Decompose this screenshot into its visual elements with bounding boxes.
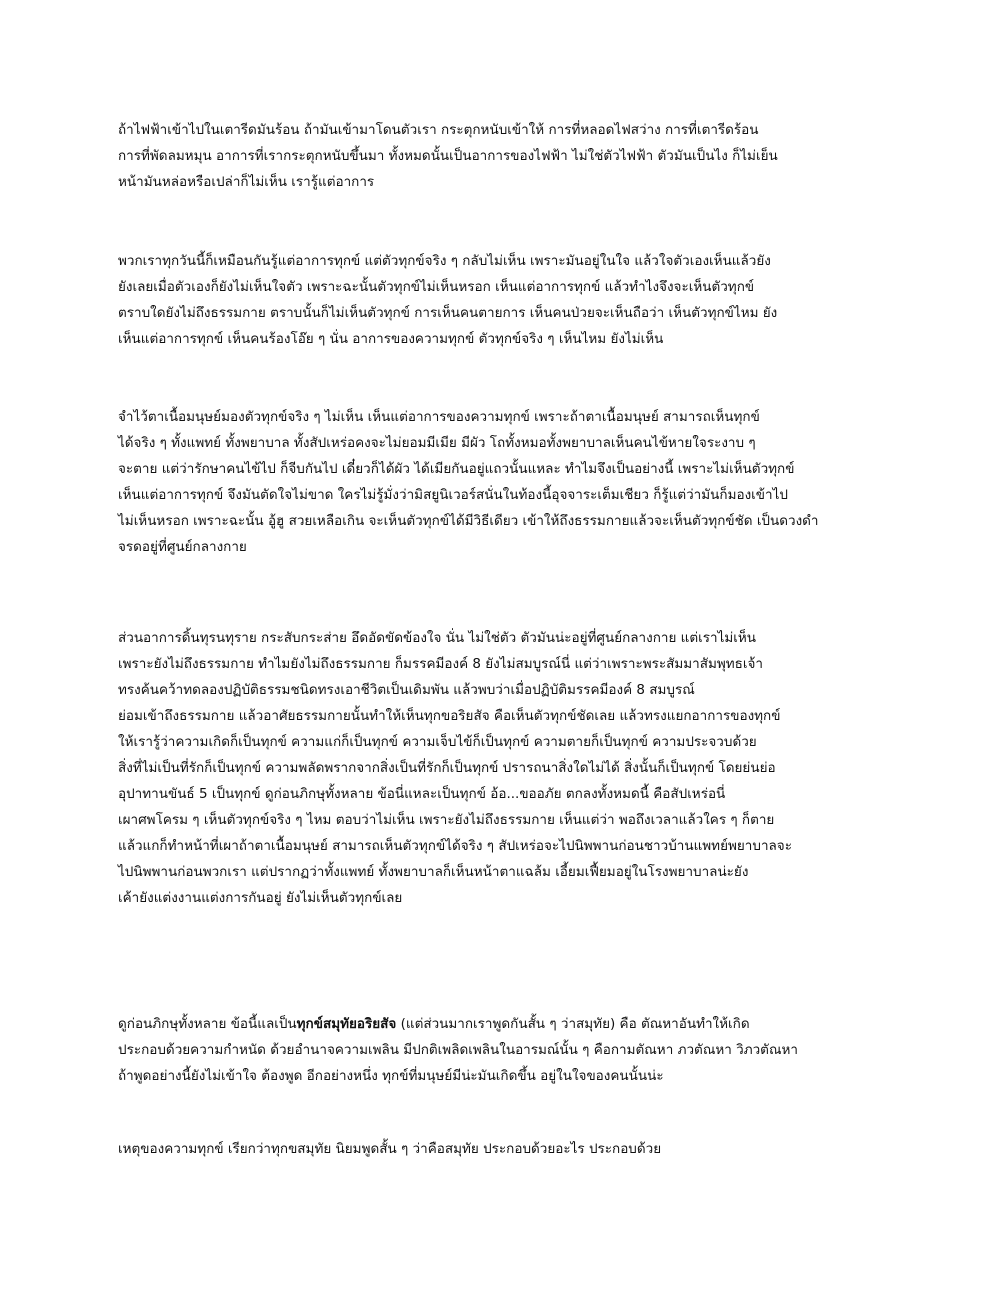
text-line: จรดอยู่ที่ศูนย์กลางกาย — [118, 539, 247, 555]
bold-term: ทุกข์สมุทัยอริยสัจ — [296, 1016, 397, 1032]
text-line: ให้เรารู้ว่าความเกิดก็เป็นทุกข์ ความแก่ก็เป็นทุกข์ ความเจ็บไข้ก็เป็นทุกข์ ความตายก็เป็นทุกข์ ความประจวบด้วย — [118, 734, 757, 750]
text-line: ได้จริง ๆ ทั้งแพทย์ ทั้งพยาบาล ทั้งสัปเหร่อคงจะไม่ยอมมีเมีย มีผัว โถทั้งหมอทั้งพยาบาลเห็นคนไข้หายใจระงาบ ๆ — [118, 435, 756, 451]
text-line: การที่พัดลมหมุน อาการที่เรากระตุกหนับขึ้นมา ทั้งหมดนั้นเป็นอาการของไฟฟ้า ไม่ใช่ตัวไฟฟ้า ตัวมันเป็นไง ก็ไม่เย็น — [118, 148, 778, 164]
text-line: ถ้าไฟฟ้าเข้าไปในเตารีดมันร้อน ถ้ามันเข้ามาโดนตัวเรา กระตุกหนับเข้าให้ การที่หลอดไฟสว่าง การที่เตารีดร้อน — [118, 122, 759, 138]
text-line: ไม่เห็นหรอก เพราะฉะนั้น อู้ฮู สวยเหลือเกิน จะเห็นตัวทุกข์ได้มีวิธีเดียว เข้าให้ถึงธรรมกายแล้วจะเห็นตัวทุกข์ชัด เป็นดวงดำ — [118, 513, 819, 529]
paragraph-6 — [118, 1136, 898, 1162]
text-line: เห็นแต่อาการทุกข์ เห็นคนร้องโอ๊ย ๆ นั่น อาการของความทุกข์ ตัวทุกข์จริง ๆ เห็นไหม ยังไม่เห็น — [118, 331, 664, 347]
paragraph-2 — [118, 248, 898, 352]
paragraph-5 — [118, 1011, 898, 1089]
text-line: ส่วนอาการดิ้นทุรนทุราย กระสับกระส่าย อึดอัดขัดข้องใจ นั่น ไม่ใช่ตัว ตัวมันน่ะอยู่ที่ศูนย์กลางกาย แต่เราไม่เห็น — [118, 630, 757, 646]
text-line: เค้ายังแต่งงานแต่งการกันอยู่ ยังไม่เห็นตัวทุกข์เลย — [118, 890, 403, 906]
text-line: สิ่งที่ไม่เป็นที่รักก็เป็นทุกข์ ความพลัดพรากจากสิ่งเป็นที่รักก็เป็นทุกข์ ปรารถนาสิ่งใดไม่ได้ สิ่งนั้นก็เป็นทุกข์ โดยย่นย่อ — [118, 760, 776, 776]
text-line: ย่อมเข้าถึงธรรมกาย แล้วอาศัยธรรมกายนั้นทำให้เห็นทุกขอริยสัจ คือเห็นตัวทุกข์ชัดเลย แล้วทรงแยกอาการของทุกข์ — [118, 708, 781, 724]
text-line: ถ้าพูดอย่างนี้ยังไม่เข้าใจ ต้องพูด อีกอย่างหนึ่ง ทุกข์ที่มนุษย์มีน่ะมันเกิดขึ้น อยู่ในใจของคนนั้นน่ะ — [118, 1068, 664, 1084]
text-line: ตราบใดยังไม่ถึงธรรมกาย ตราบนั้นก็ไม่เห็นตัวทุกข์ การเห็นคนตายการ เห็นคนป่วยจะเห็นถือว่า เห็นตัวทุกข์ไหม ยัง — [118, 305, 778, 321]
text-run: (แต่ส่วนมากเราพูดกันสั้น ๆ ว่าสมุทัย) คือ ตัณหาอันทำให้เกิด — [396, 1016, 750, 1032]
text-line: เหตุของความทุกข์ เรียกว่าทุกขสมุทัย นิยมพูดสั้น ๆ ว่าคือสมุทัย ประกอบด้วยอะไร ประกอบด้วย — [118, 1141, 662, 1157]
paragraph-1 — [118, 117, 898, 195]
text-line: จะตาย แต่ว่ารักษาคนไข้ไป ก็จีบกันไป เดี๋ยวก็ได้ผัว ได้เมียกันอยู่แถวนั้นแหละ ทำไมจึงเป็นอย่างนี้ เพราะไม่เห็นตัวทุกข์ — [118, 461, 795, 477]
text-line: จำไว้ตาเนื้อมนุษย์มองตัวทุกข์จริง ๆ ไม่เห็น เห็นแต่อาการของความทุกข์ เพราะถ้าตาเนื้อมนุษย์ สามารถเห็นทุกข์ — [118, 409, 760, 425]
text-line: ทรงค้นคว้าทดลองปฏิบัติธรรมชนิดทรงเอาชีวิตเป็นเดิมพัน แล้วพบว่าเมื่อปฏิบัติมรรคมีองค์ 8 สมบูรณ์ — [118, 682, 695, 698]
text-run: ดูก่อนภิกษุทั้งหลาย ข้อนี้แลเป็น — [118, 1016, 297, 1032]
text-line: แล้วแกก็ทำหน้าที่เผาถ้าตาเนื้อมนุษย์ สามารถเห็นตัวทุกข์ได้จริง ๆ สัปเหร่อจะไปนิพพานก่อนชาวบ้านแพทย์พยาบาลจะ — [118, 838, 792, 854]
text-line: ไปนิพพานก่อนพวกเรา แต่ปรากฏว่าทั้งแพทย์ ทั้งพยาบาลก็เห็นหน้าตาแฉล้ม เอี้ยมเฟี้ยมอยู่ในโรงพยาบาลน่ะยัง — [118, 864, 749, 880]
text-line: พวกเราทุกวันนี้ก็เหมือนกันรู้แต่อาการทุกข์ แต่ตัวทุกข์จริง ๆ กลับไม่เห็น เพราะมันอยู่ในใจ แล้วใจตัวเองเห็นแล้วยัง — [118, 253, 771, 269]
text-line: เผาศพโครม ๆ เห็นตัวทุกข์จริง ๆ ไหม ตอบว่าไม่เห็น เพราะยังไม่ถึงธรรมกาย เห็นแต่ว่า พอถึงเวลาแล้วใคร ๆ ก็ตาย — [118, 812, 775, 828]
paragraph-3 — [118, 404, 898, 560]
text-line: ประกอบด้วยความกำหนัด ด้วยอำนาจความเพลิน มีปกติเพลิดเพลินในอารมณ์นั้น ๆ คือกามตัณหา ภวตัณหา วิภวตัณหา — [118, 1042, 798, 1058]
text-line — [118, 1011, 898, 1037]
text-line: อุปาทานขันธ์ 5 เป็นทุกข์ ดูก่อนภิกษุทั้งหลาย ข้อนี่แหละเป็นทุกข์ อ้อ...ขออภัย ตกลงทั้งหมดนี้ คือสัปเหร่อนี่ — [118, 786, 726, 802]
text-line: ยังเลยเมื่อตัวเองก็ยังไม่เห็นใจตัว เพราะฉะนั้นตัวทุกข์ไม่เห็นหรอก เห็นแต่อาการทุกข์ แล้วทำไงจึงจะเห็นตัวทุกข์ — [118, 279, 755, 295]
paragraph-4 — [118, 625, 898, 911]
text-line: เพราะยังไม่ถึงธรรมกาย ทำไมยังไม่ถึงธรรมกาย ก็มรรคมีองค์ 8 ยังไม่สมบูรณ์นี่ แต่ว่าเพราะพระสัมมาสัมพุทธเจ้า — [118, 656, 763, 672]
text-line: เห็นแต่อาการทุกข์ จึงมันตัดใจไม่ขาด ใครไม่รู้มั่งว่ามิสยูนิเวอร์สนั่นในท้องนี้อุจจาระเต็มเชียว ก็รู้แต่ว่ามันก็มองเข้าไป — [118, 487, 788, 503]
text-line: หน้ามันหล่อหรือเปล่าก็ไม่เห็น เรารู้แต่อาการ — [118, 174, 375, 190]
